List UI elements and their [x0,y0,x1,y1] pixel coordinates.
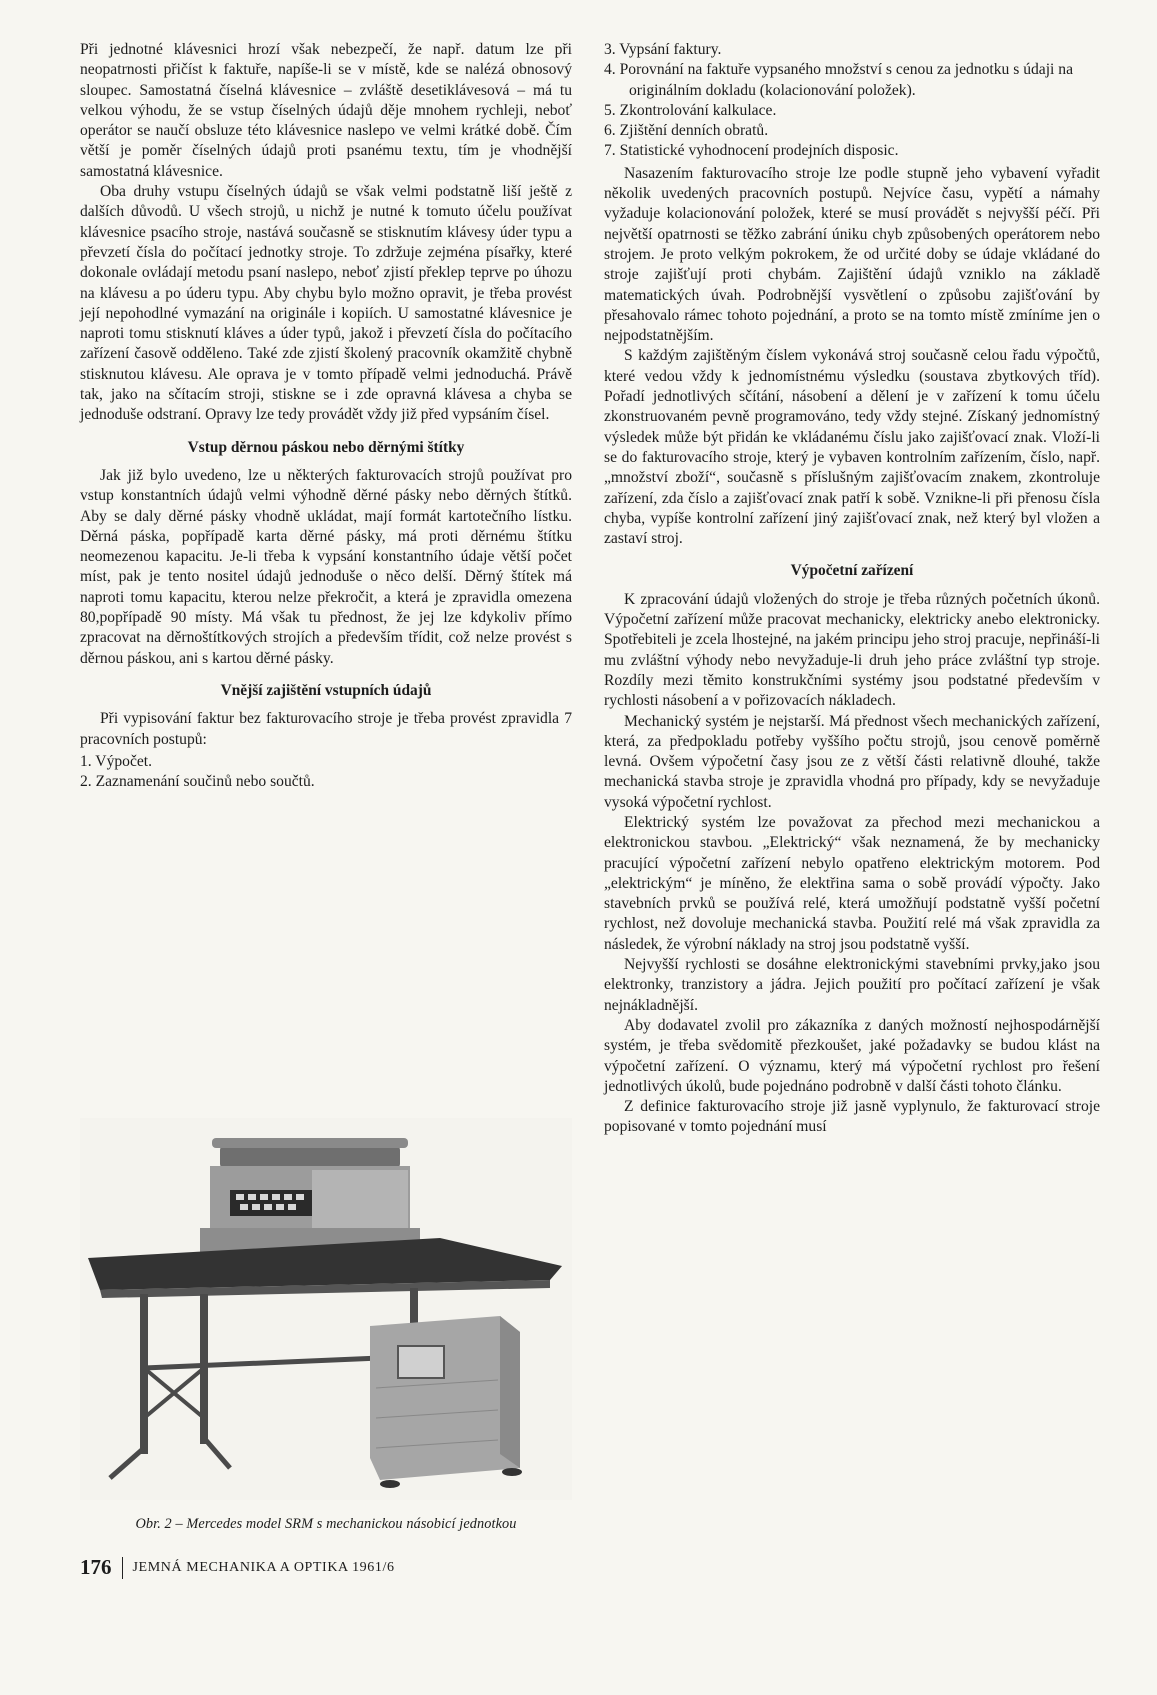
journal-name: JEMNÁ MECHANIKA A OPTIKA 1961/6 [132,1559,395,1575]
paragraph: Jak již bylo uvedeno, lze u některých fakturovacích strojů používat pro vstup konstantních údajů velmi výhodně děrné pásky nebo děrných štítků. Aby se daly děrné pásky vhodně ukládat, mají formát kartotečního lístku. Děrná páska, popřípadě karta děrné pásky, má proti děrnému štítku neomezenou kapacitu. Je-li třeba k vypsání konstantního údaje větší počet míst, pak je tento nositel údajů jednoduše o něco delší. Děrný štítek má naproti tomu kapacitu, kterou nelze překročit, a která je zpravidla omezena 80,popřípadě 90 místy. Má však tu přednost, že jej lze kdykoliv přímo zpracovat na děrnoštítkových strojích a především třídit, což nelze provést s děrnou páskou, ani s kartou děrné pásky. [80,466,572,667]
paragraph: Nejvyšší rychlosti se dosáhne elektronickými stavebními prvky,jako jsou elektronky, tranzistory a jádra. Jejich použití pro počítací zařízení je však nejnákladnější. [604,956,1100,1014]
section-heading: Vnější zajištění vstupních údajů [220,681,432,699]
list-item: 5. Zkontrolování kalkulace. [604,101,777,119]
paragraph: Elektrický systém lze považovat za přechod mezi mechanickou a elektronickou stavbou. „Elektrický“ však neznamená, že by mechanicky pracující výpočetní zařízení nebylo opatřeno elektrickým motorem. Pod „elektrickým“ je míněno, že elektřina sama o sobě provádí výpočty. Jako stavebních prvků se používá relé, která umožňují podstatně vyšší početní rychlost, než dovoluje mechanická stavba. Použití relé má však zpravidla za následek, že výrobní náklady na stroj jsou podstatně vyšší. [604,813,1100,953]
paragraph: Nasazením fakturovacího stroje lze podle stupně jeho vybavení vyřadit několik uvedených pracovních postupů. Nejvíce času, vypětí a námahy vyžaduje kolacionování položek, které se musí provádět s nejvyšší péčí. Při největší opatrnosti se těžko zabrání úniku chyb způsobených operátorem nebo strojem. Je proto velkým pokrokem, že od určité doby se údaje vkládané do stroje zajišťují proti chybám. Zajištění údajů vzniklo na základě matematických úvah. Podrobnější vysvětlení o způsobu zajišťování by přesahovalo rámec tohoto pojednání, a proto se na tomto místě zmíníme jen o nejpodstatnějším. [604,164,1100,345]
paragraph: Mechanický systém je nejstarší. Má přednost všech mechanických zařízení, která, za předpokladu potřeby vyššího počtu strojů, jsou cenově poměrně levná. Ovšem výpočetní časy jsou ze z větší části relativně dlouhé, takže mechanická stavba stroje je zpravidla vhodná pro případy, kdy se nevyžaduje vysoká výpočetní rychlost. [604,712,1100,811]
invoicing-machine-illustration [80,1118,572,1500]
machine-photo [80,1118,572,1500]
step-list [80,752,572,793]
figure [80,1118,572,1533]
page-footer [80,1555,395,1580]
section-heading: Vstup děrnou páskou nebo děrnými štítky [187,438,465,456]
paragraph: Při vypisování faktur bez fakturovacího stroje je třeba provést zpravidla 7 pracovních postupů: [80,710,572,748]
paragraph: K zpracování údajů vložených do stroje je třeba různých početních úkonů. Výpočetní zařízení může pracovat mechanicky, elektricky anebo elektronicky. Spotřebiteli je zcela lhostejné, na jakém principu jeho stroj pracuje, nepřináší-li mu zvláštní výhody nebo nevyžaduje-li druh jeho práce zvláštní typ stroje. Rozdíly mezi těmito konstrukčními systémy jsou podstatné především v rychlosti násobení a v pořizovacích nákladech. [604,590,1100,710]
list-item: 1. Výpočet. [80,752,153,770]
paragraph: Oba druhy vstupu číselných údajů se však velmi podstatně liší ještě z dalších důvodů. U všech strojů, u nichž je nutné k tomuto účelu používat klávesnice psacího stroje, nastává současně se stisknutím klávesy úder typu a převzetí čísla do počítací jednotky stroje. To zdržuje zejména písařky, které dokonale ovládají metodu psaní naslepo, neboť zjistí překlep teprve po úhozu na klávesu a po úderu typu. Aby chybu bylo možno opravit, je třeba provést její nepohodlné vymazání na originále i kopiích. U samostatné klávesnice je naproti tomu stisknutí kláves a úder typů, jakož i převzetí čísla do počítacího zařízení časově odděleno. Také zde zjistí školený pracovník okamžitě chybně stisknutou klávesu. Ale oprava je v tomto případě velmi jednoduchá. Právě tak, jako na sčítacím stroji, stiskne se i zde opravná klávesa a chyba se jednoduše odstraní. Opravy lze tedy provádět vždy již před vypsáním čísel. [80,183,572,424]
right-column [604,40,1100,1138]
left-column [80,40,572,794]
paragraph: Aby dodavatel zvolil pro zákazníka z daných možností nejhospodárnější systém, je třeba svědomitě přezkoušet, jaké požadavky se budou klást na výpočetní zařízení. O významu, který má výpočetní rychlost pro řešení jednotlivých úkolů, bude pojednáno podrobně v další části tohoto článku. [604,1016,1100,1095]
paragraph: S každým zajištěným číslem vykonává stroj současně celou řadu výpočtů, které vedou vždy k jednomístnému výsledku (soustava zbytkových tříd). Pořadí jednotlivých sčítání, násobení a dělení je v zařízení k tomu účelu zkonstruovaném pevně programováno, tedy vždy stejné. Získaný jednomístný výsledek může být přidán ke vkládanému číslu jako zajišťovací znak. Vloží-li se do fakturovacího stroje, který je vybaven kontrolním zařízením, číslo, např. „množství zboží“, současně s příslušným zajišťovacím znakem, zkontroluje zařízení, zda číslo a zajišťovací znak patří k sobě. Vznikne-li při přenosu čísla chyba, vypíše kontrolní zařízení jiný zajišťovací znak, než který byl vložen a zastaví stroj. [604,347,1100,548]
list-item: 3. Vypsání faktury. [604,41,722,58]
list-item: 4. Porovnání na faktuře vypsaného množství s cenou za jednotku s údaji na originálním dokladu (kolacionování položek). [604,61,1074,99]
step-list [604,40,1100,162]
figure-caption: Obr. 2 – Mercedes model SRM s mechanickou násobicí jednotkou [135,1516,517,1532]
page-number: 176 [80,1555,112,1579]
list-item: 7. Statistické vyhodnocení prodejních disposic. [604,142,899,160]
paragraph: Při jednotné klávesnici hrozí však nebezpečí, že např. datum lze při neopatrnosti přičíst k faktuře, napíše-li se v místě, kde se nalézá obnosový sloupec. Samostatná číselná klávesnice – zvláště desetiklávesová – má tu velkou výhodu, že se vstup číselných údajů děje mnohem rychleji, neboť operátor se naučí obsluze této klávesnice naslepo ve velmi krátké době. Čím větší je poměr číselných údajů proti psanému textu, tím je vhodnější samostatná klávesnice. [80,41,572,180]
section-heading: Výpočetní zařízení [790,562,914,580]
footer-divider [122,1557,123,1579]
list-item: 2. Zaznamenání součinů nebo součtů. [80,773,315,791]
paragraph: Z definice fakturovacího stroje již jasně vyplynulo, že fakturovací stroje popisované v tomto pojednání musí [604,1098,1100,1136]
list-item: 6. Zjištění denních obratů. [604,122,769,140]
